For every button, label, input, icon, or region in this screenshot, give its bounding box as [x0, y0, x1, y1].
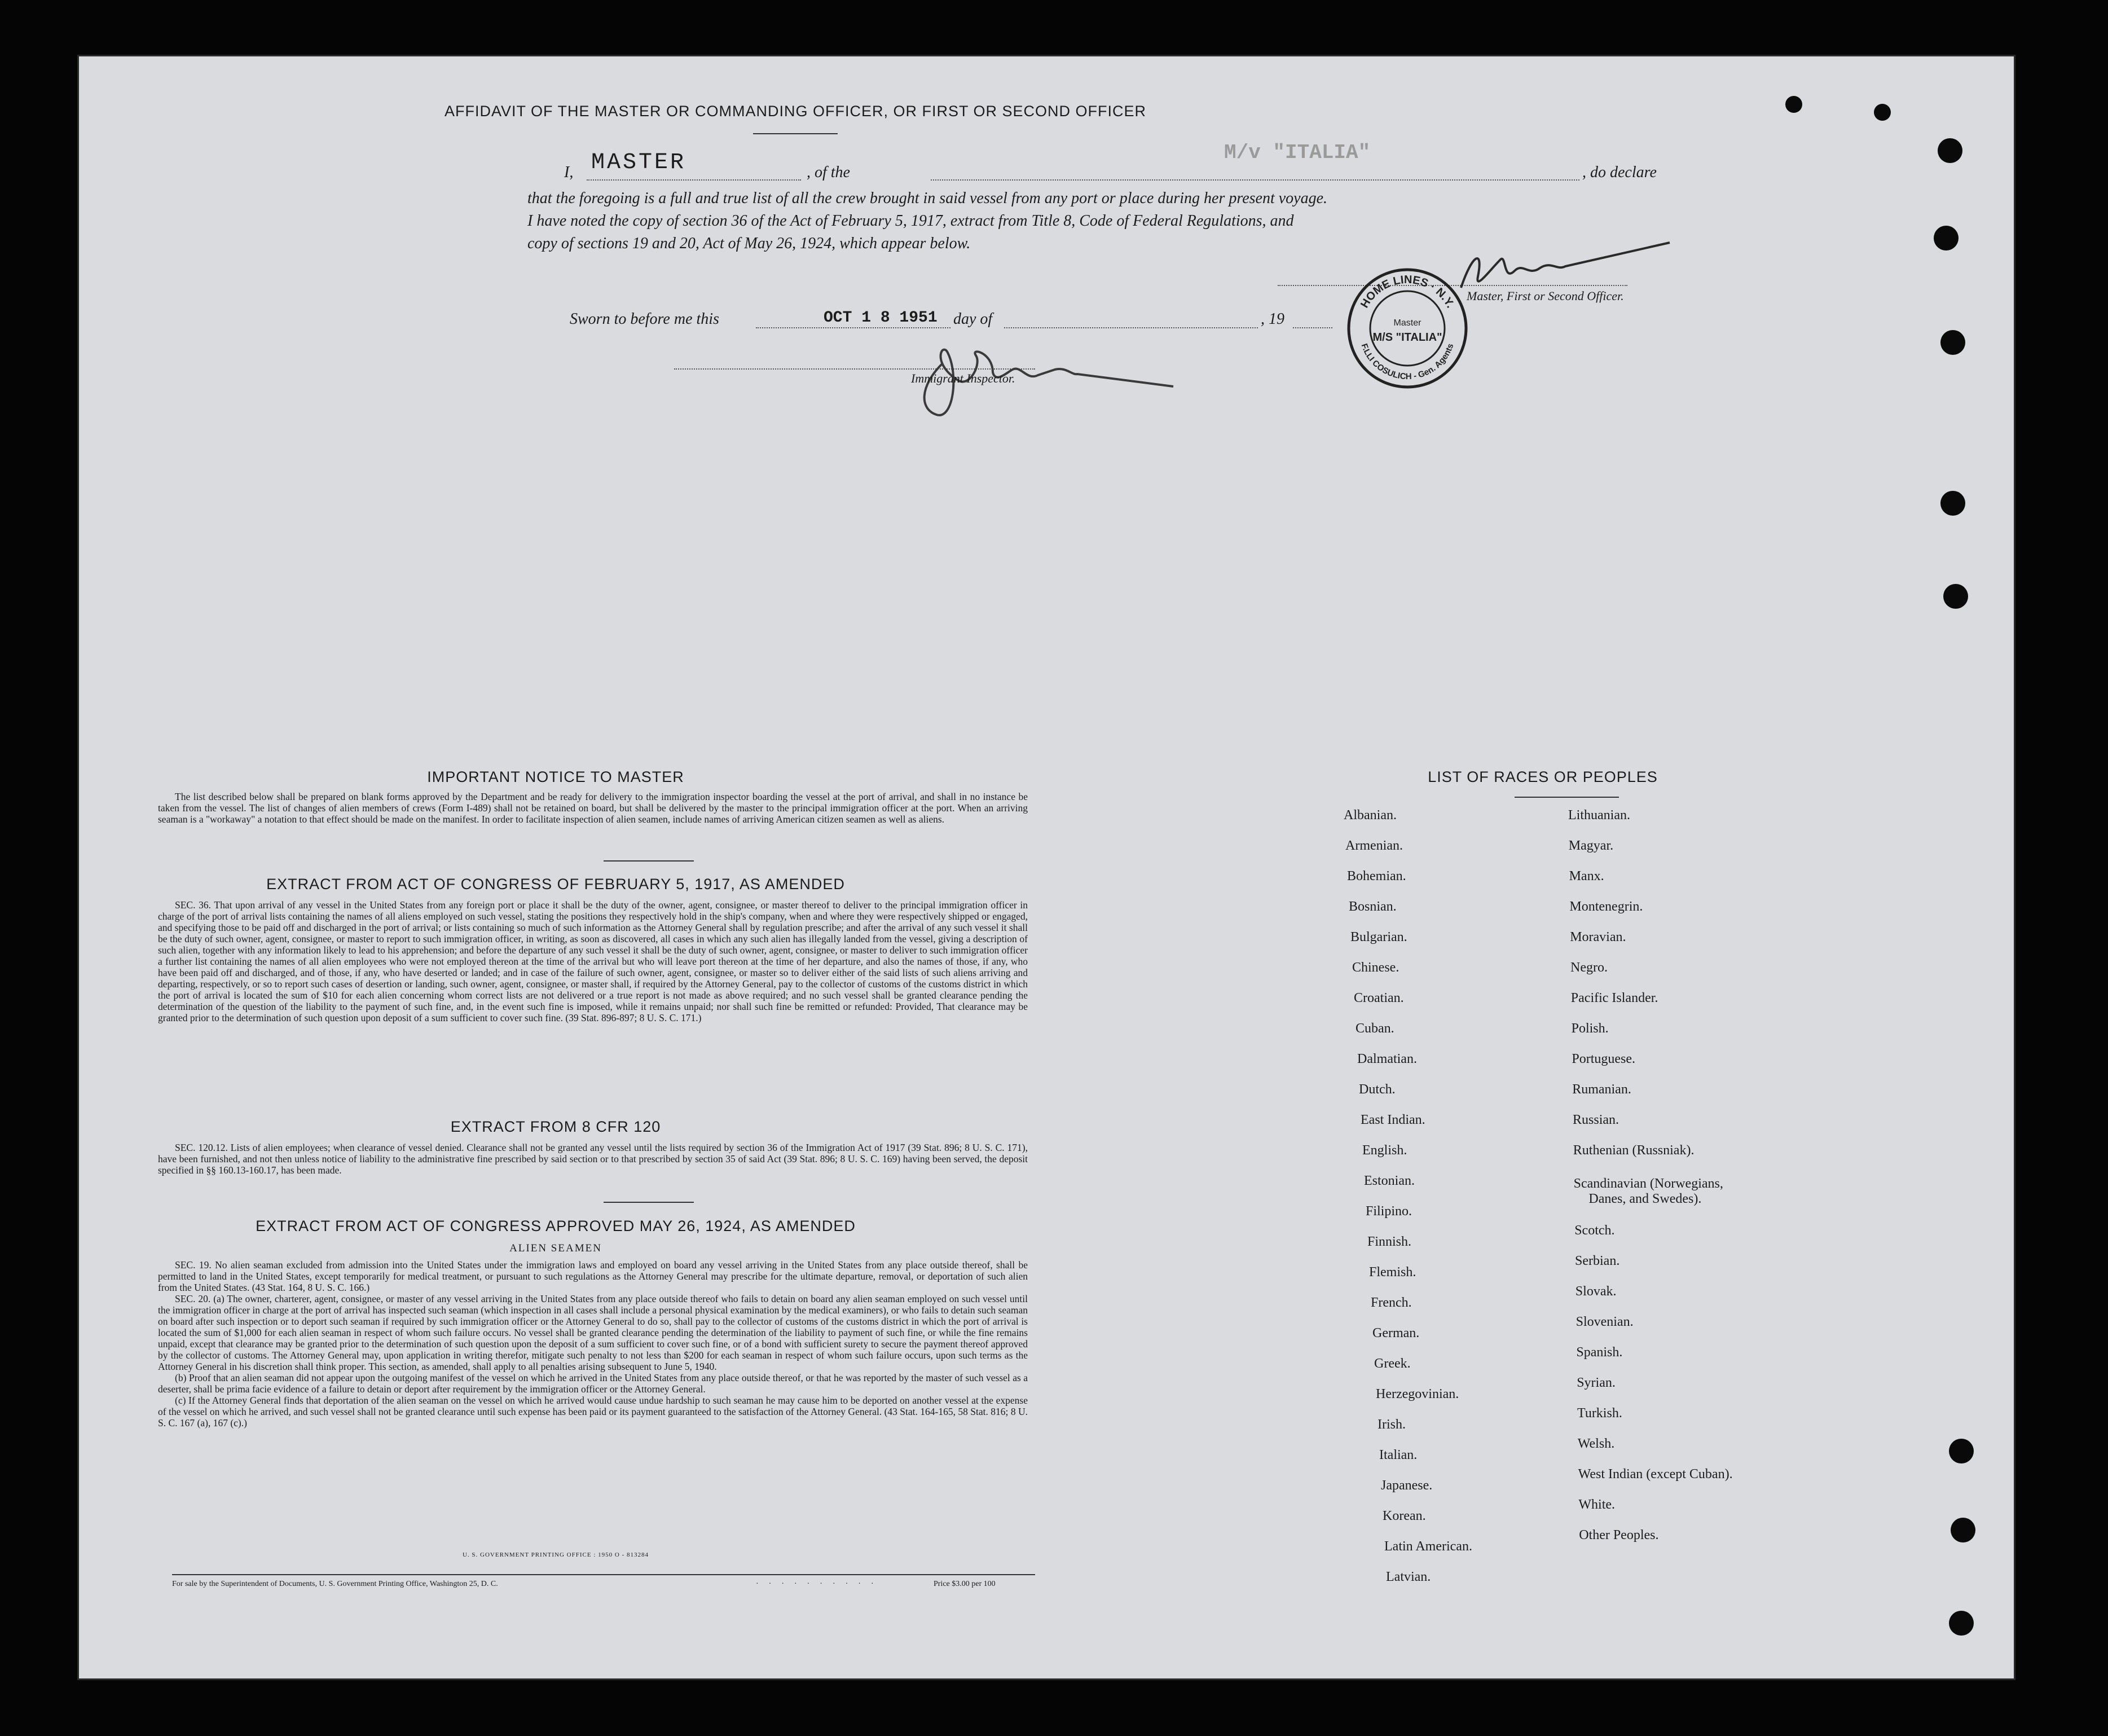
sworn-date-stamp: OCT 1 8 1951	[824, 309, 938, 327]
extract-1924-title: EXTRACT FROM ACT OF CONGRESS APPROVED MAY 26, 1924, AS AMENDED	[256, 1218, 856, 1234]
section-20b-paragraph: (b) Proof that an alien seaman did not appear upon the outgoing manifest of the vessel on which he arrived in the United States from any place outside thereof, or that he was reported by the master of such vessel as a deserter, shall be prima facie evidence of a failure to detain or deport after requirement by the immigration officer or the Attorney General.	[158, 1372, 1028, 1395]
section-20c-paragraph: (c) If the Attorney General finds that deportation of the alien seaman on the vessel on which he arrived would cause undue hardship to such seaman he may cause him to be deported on another vessel at the expense of the vessel on which he arrived, and such vessel shall not be granted clearance until such expense has been paid or its payment guaranteed to the satisfaction of the Attorney General. (43 Stat. 164-165, 58 Stat. 816; 8 U. S. C. 167 (a), 167 (c).)	[158, 1395, 1028, 1429]
race-item: Montenegrin.	[1569, 899, 1643, 914]
race-item: Polish.	[1571, 1021, 1609, 1036]
notice-body	[158, 791, 1028, 825]
stamp-bottom-text: F.LLI COSULICH - Gen. Agents	[1359, 342, 1456, 382]
cfr-divider	[604, 1202, 694, 1203]
race-item: Danes, and Swedes).	[1588, 1192, 1702, 1206]
race-item: Serbian.	[1575, 1254, 1620, 1268]
race-item: Magyar.	[1568, 838, 1614, 853]
race-item: Greek.	[1374, 1356, 1411, 1371]
alien-seamen-subtitle: ALIEN SEAMEN	[509, 1242, 602, 1254]
race-item: Slovak.	[1575, 1284, 1617, 1299]
race-item: Estonian.	[1364, 1174, 1415, 1188]
extract-8cfr-body	[158, 1142, 1028, 1176]
race-item: Dalmatian.	[1357, 1052, 1417, 1066]
notice-paragraph: The list described below shall be prepared on blank forms approved by the Department and be ready for delivery to the immigration inspector boarding the vessel at the port of arrival, and shall in no instance be taken from the vessel. The list of changes of alien members of crews (Form I-489) shall not be retained on board, but shall be delivered by the master to the principal immigration officer at the port. When an arriving seaman is a "workaway" a notation to that effect should be made on the manifest. In order to facilitate inspection of alien seamen, include names of arriving American citizen seamen as well as aliens.	[158, 791, 1028, 825]
inspector-caption: Immigrant Inspector.	[911, 371, 1015, 385]
day-of-label: day of	[953, 310, 993, 328]
declaration-line-2: I have noted the copy of section 36 of the Act of February 5, 1917, extract from Title 8, Code of Federal Regulations, and	[527, 212, 1294, 230]
title-divider	[753, 133, 838, 134]
race-item: Manx.	[1569, 869, 1604, 884]
signer-caption: Master, First or Second Officer.	[1467, 289, 1624, 303]
race-item: Filipino.	[1366, 1204, 1412, 1219]
race-item: Negro.	[1570, 960, 1608, 975]
declaration-line-3: copy of sections 19 and 20, Act of May 26, 1924, which appear below.	[527, 235, 971, 252]
race-item: Latvian.	[1386, 1570, 1431, 1584]
section-36-paragraph: SEC. 36. That upon arrival of any vessel in the United States from any foreign port or place it shall be the duty of the owner, agent, consignee, or master thereof to deliver to the principal immigration officer in charge of the port of arrival lists containing the names of all aliens employed on such vessel, stating the positions they respectively hold in the ship's company, when and where they were respectively shipped or engaged, and specifying those to be paid off and discharged in the port of arrival; or lists containing so much of such information as the Attorney General shall by regulation prescribe; and after the arrival of any such vessel it shall be the duty of such owner, agent, consignee, or master to report to such immigration officer, in writing, as soon as discovered, all cases in which any such alien has illegally landed from the vessel, giving a description of such alien, together with any information likely to lead to his apprehension; and before the departure of any such vessel it shall be the duty of such owner, agent, consignee, or master to deliver to such immigration officer a further list containing the names of all alien employees who were not employed thereon at the time of the arrival but who will leave port thereon at the time of her departure, and also the names of those, if any, who have been paid off and discharged, and of those, if any, who have deserted or landed; and in case of the failure of such owner, agent, consignee, or master so to deliver either of the said lists of such aliens arriving and departing, respectively, or so to report such cases of desertion or landing, such owner, agent, consignee, or master shall, if required by the Attorney General, pay to the collector of customs of the customs district in which the port of arrival is located the sum of $10 for each alien concerning whom correct lists are not delivered or a true report is not made as above required; and no such vessel shall be granted clearance pending the determination of the question of the liability to the payment of such fine, and, in the event such fine is imposed, while it remains unpaid; nor shall such fine be remitted or refunded: Provided, That clearance may be granted prior to the determination of such question upon deposit of a sum sufficient to cover such fine. (39 Stat. 896-897; 8 U. S. C. 171.)	[158, 899, 1028, 1023]
race-item: French.	[1371, 1295, 1412, 1310]
section-20a-paragraph: SEC. 20. (a) The owner, charterer, agent, consignee, or master of any vessel arriving in the United States from any place outside thereof who fails to detain on board any alien seaman employed on such vessel until the immigration officer in charge at the port of arrival has inspected such seaman (which inspection in all cases shall include a personal physical examination by the medical examiners), or who fails to detain such seaman on board after such inspection or to deport such seaman if required by such immigration officer or the Attorney General to do so, shall pay to the collector of customs of the customs district in which the port of arrival is located the sum of $1,000 for each alien seaman in respect of whom such failure occurs. No vessel shall be granted clearance pending the determination of the liability to payment of such fine, or while the fine remains unpaid, except that clearance may be granted prior to the determination of such question upon the deposit of a sum sufficient to cover such fine, or of a bond with sufficient surety to secure the payment thereof approved by the collector of customs. The Attorney General may, upon application in writing therefor, mitigate such penalty to not less than $200 for each seaman in respect of whom such failure occurs, upon such terms as the Attorney General in his discretion shall think proper. This section, as amended, shall apply to all penalties arising subsequent to June 5, 1940.	[158, 1293, 1028, 1372]
race-item: Bulgarian.	[1350, 930, 1407, 944]
binder-hole	[1943, 584, 1968, 609]
race-item: Finnish.	[1367, 1234, 1412, 1249]
race-item: Armenian.	[1345, 838, 1403, 853]
section-19-paragraph: SEC. 19. No alien seaman excluded from admission into the United States under the immigration laws and employed on board any vessel arriving in the United States from any place outside thereof, shall be permitted to land in the United States, except temporarily for medical treatment, or pursuant to such regulations as the Attorney General may prescribe for the ultimate departure, removal, or deportation of such alien from the United States. (43 Stat. 164, 8 U. S. C. 166.)	[158, 1259, 1028, 1293]
binder-hole	[1949, 1439, 1974, 1463]
race-item: Pacific Islander.	[1570, 991, 1658, 1005]
race-item: White.	[1578, 1497, 1616, 1512]
race-item: Italian.	[1379, 1448, 1418, 1462]
declaration-line-1: that the foregoing is a full and true list of all the crew brought in said vessel from any port or place during her present voyage.	[527, 190, 1328, 207]
sworn-day-line	[756, 327, 950, 328]
stamp-top-text: HOME LINES · N.Y.	[1358, 273, 1457, 310]
race-item: Turkish.	[1577, 1406, 1622, 1421]
section-120-12-paragraph: SEC. 120.12. Lists of alien employees; when clearance of vessel denied. Clearance shall not be granted any vessel until the lists required by section 36 of the Immigration Act of 1917 (39 Stat. 896; 8 U. S. C. 171), have been furnished, and not then unless notice of liability to the administrative fine prescribed by said section or to that prescribed by section 35 of said Act (39 Stat. 896; 8 U. S. C. 169) having been served, the deposit specified in §§ 160.13-160.17, has been made.	[158, 1142, 1028, 1176]
sale-note: For sale by the Superintendent of Documents, U. S. Government Printing Office, Washington 25, D. C.	[172, 1580, 498, 1588]
race-item: Slovenian.	[1576, 1315, 1634, 1329]
footer-rule	[172, 1574, 1035, 1575]
do-declare: , do declare	[1582, 164, 1657, 181]
race-item: Russian.	[1573, 1113, 1619, 1127]
sworn-month-line	[1004, 327, 1258, 328]
race-item: Herzegovinian.	[1376, 1387, 1459, 1401]
binder-hole	[1785, 96, 1802, 113]
crew-list-form-page	[79, 56, 2014, 1678]
extract-1924-body	[158, 1259, 1028, 1429]
stamp-center-vessel: M/S "ITALIA"	[1372, 331, 1442, 344]
race-item: Portuguese.	[1572, 1052, 1636, 1066]
affidavit-title: AFFIDAVIT OF THE MASTER OR COMMANDING OFFICER, OR FIRST OR SECOND OFFICER	[444, 103, 1147, 120]
notice-divider	[604, 860, 694, 862]
extract-1917-body	[158, 899, 1028, 1023]
race-item: Chinese.	[1352, 960, 1400, 975]
race-item: Scotch.	[1574, 1223, 1615, 1238]
races-title: LIST OF RACES OR PEOPLES	[1428, 768, 1658, 785]
year-label: , 19	[1261, 310, 1284, 328]
races-divider	[1515, 797, 1619, 798]
race-item: Lithuanian.	[1568, 808, 1630, 823]
binder-hole	[1951, 1518, 1975, 1542]
gpo-imprint: U. S. GOVERNMENT PRINTING OFFICE : 1950 O - 813284	[462, 1552, 649, 1558]
binder-hole	[1940, 330, 1965, 355]
race-item: Rumanian.	[1572, 1082, 1631, 1097]
race-item: Other Peoples.	[1579, 1528, 1659, 1542]
race-item: Cuban.	[1356, 1021, 1394, 1036]
binder-hole	[1934, 226, 1959, 250]
race-item: East Indian.	[1361, 1113, 1425, 1127]
binder-hole	[1938, 138, 1962, 163]
vessel-fill-line	[931, 179, 1579, 181]
race-item: German.	[1372, 1326, 1420, 1341]
price-note: Price $3.00 per 100	[934, 1580, 996, 1588]
sworn-label: Sworn to before me this	[570, 310, 719, 328]
extract-8cfr-title: EXTRACT FROM 8 CFR 120	[450, 1118, 661, 1135]
race-item: Korean.	[1383, 1509, 1426, 1523]
notice-title: IMPORTANT NOTICE TO MASTER	[427, 768, 684, 785]
race-item: Welsh.	[1577, 1436, 1615, 1451]
race-item: Croatian.	[1354, 991, 1404, 1005]
race-item: Albanian.	[1344, 808, 1397, 823]
race-item: West Indian (except Cuban).	[1578, 1467, 1733, 1482]
race-item: Moravian.	[1570, 930, 1626, 944]
role-typed: MASTER	[591, 150, 686, 175]
race-item: Bohemian.	[1347, 869, 1406, 884]
race-item: English.	[1362, 1143, 1407, 1158]
race-item: Dutch.	[1359, 1082, 1396, 1097]
race-item: Syrian.	[1577, 1375, 1616, 1390]
sworn-year-line	[1293, 327, 1332, 328]
binder-hole	[1874, 104, 1891, 121]
race-item: Bosnian.	[1349, 899, 1397, 914]
race-item: Scandinavian (Norwegians,	[1573, 1176, 1723, 1191]
race-item: Spanish.	[1576, 1345, 1623, 1360]
i-label: I,	[564, 164, 574, 181]
of-the-label: , of the	[807, 164, 850, 181]
vessel-typed: M/v "ITALIA"	[1224, 141, 1371, 164]
binder-hole	[1940, 491, 1965, 516]
sale-leader-dots: ··········	[756, 1580, 884, 1588]
stamp-center-label: Master	[1393, 318, 1422, 328]
race-item: Japanese.	[1381, 1478, 1433, 1493]
race-item: Flemish.	[1369, 1265, 1416, 1280]
binder-hole	[1949, 1611, 1974, 1636]
extract-1917-title: EXTRACT FROM ACT OF CONGRESS OF FEBRUARY 5, 1917, AS AMENDED	[266, 876, 845, 893]
race-item: Ruthenian (Russniak).	[1573, 1143, 1695, 1158]
race-item: Irish.	[1378, 1417, 1406, 1432]
role-fill-line	[587, 179, 801, 181]
vessel-stamp	[1345, 266, 1469, 390]
race-item: Latin American.	[1384, 1539, 1472, 1554]
